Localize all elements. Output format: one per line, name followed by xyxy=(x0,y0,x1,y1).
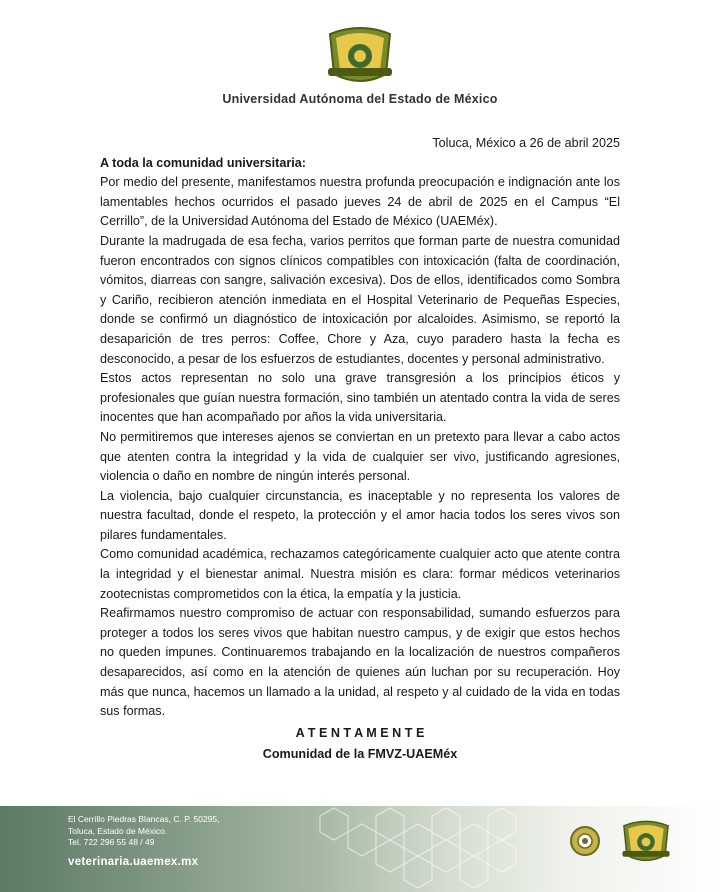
paragraph-3: Estos actos representan no solo una grave transgresión a los principios éticos y profesionales que guían nuestra formación, sino también un atentado contra la vida de seres inocentes que han acompañado por años la vida universitaria. xyxy=(100,371,620,425)
letter-greeting: A toda la comunidad universitaria: xyxy=(100,155,306,170)
signature: Comunidad de la FMVZ-UAEMéx xyxy=(262,747,458,762)
paragraph-5: La violencia, bajo cualquier circunstancia, es inaceptable y no representa los valores de nuestra facultad, donde el respeto, la protección y el amor hacia todos los seres vivos son pilares fundamentales. xyxy=(100,488,620,542)
institution-name: Universidad Autónoma del Estado de México xyxy=(222,92,498,106)
address-line-2: Toluca, Estado de México. xyxy=(68,825,168,836)
paragraph-7: Reafirmamos nuestro compromiso de actuar con responsabilidad, sumando esfuerzos para proteger a todos los seres vivos que habitan nuestro campus, y de exigir que estos hechos no queden impunes. Continuaremos trabajando en la localización de nuestros compañeros desaparecidos, así como en la atención de quienes aún luchan por su recuperación. Hoy más que nunca, hacemos un llamado a la unidad, al respeto y al cuidado de la vida en todas sus formas. xyxy=(100,606,620,719)
website-link[interactable]: veterinaria.uaemex.mx xyxy=(68,856,199,868)
paragraph-6: Como comunidad académica, rechazamos categóricamente cualquier acto que atente contra la integridad y el bienestar animal. Nuestra misión es clara: formar médicos veterinarios zootecnistas comprometidos con la ética, la empatía y la justicia. xyxy=(100,547,620,601)
paragraph-2: Durante la madrugada de esa fecha, varios perritos que forman parte de nuestra comunidad fueron encontrados con signos clínicos compatibles con intoxicación (falta de coordinación, vómitos, diarreas con sangre, salivación excesiva). Dos de ellos, identificados como Sombra y Cariño, recibieron atención inmediata en el Hospital Veterinario de Pequeñas Especies, donde se confirmó un diagnóstico de intoxicación por alcaloides. Asimismo, se reportó la desaparición de tres perros: Coffee, Chore y Aza, cuyo paradero hasta la fecha es desconocido, a pesar de los esfuerzos de estudiantes, docentes y personal administrativo. xyxy=(100,233,620,366)
faculty-emblem-icon xyxy=(568,824,602,858)
footer-band xyxy=(0,806,720,892)
paragraph-4: No permitiremos que intereses ajenos se conviertan en un pretexto para llevar a cabo actos que atenten contra la integridad y la vida de cualquier ser vivo, justificando agresiones, violencia o daño en nombre de ningún interés personal. xyxy=(100,429,620,484)
paragraph-1: Por medio del presente, manifestamos nuestra profunda preocupación e indignación ante los lamentables hechos ocurridos el pasado jueves 24 de abril de 2025 en el Campus “El Cerrillo”, de la Universidad Autónoma del Estado de México (UAEMéx). xyxy=(100,175,620,229)
address-line-1: El Cerrillo Piedras Blancas, C. P. 50295, xyxy=(68,814,220,824)
uaem-crest-icon xyxy=(322,24,398,88)
uaem-footer-crest-icon xyxy=(618,814,674,870)
letter-date: Toluca, México a 26 de abril 2025 xyxy=(432,136,620,150)
phone-number: Tel. 722 296 55 48 / 49 xyxy=(68,837,155,847)
hexagon-pattern xyxy=(300,806,560,892)
footer-address xyxy=(68,814,220,849)
letter-body xyxy=(100,134,620,765)
closing-atentamente: A T E N T A M E N T E xyxy=(295,725,425,740)
